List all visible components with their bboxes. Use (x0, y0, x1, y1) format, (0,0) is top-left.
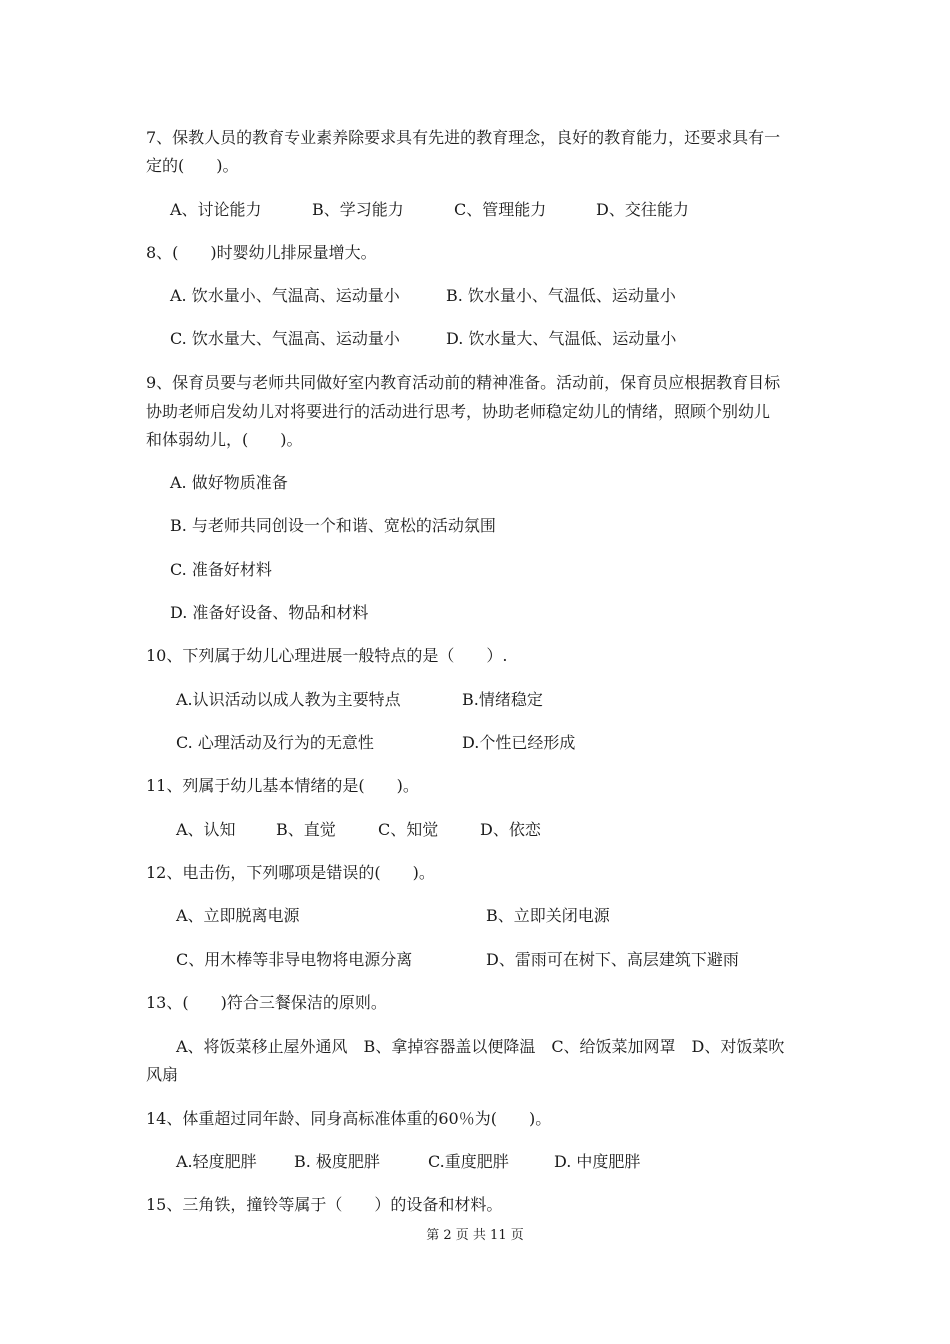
question-7-line-2: 定的( )。 (146, 156, 239, 175)
question-8-line-1: 8、( )时婴幼儿排尿量增大。 (146, 243, 377, 262)
question-13-options-line: A、将饭菜移止屋外通风 B、拿掉容器盖以便降温 C、给饭菜加网罩 D、对饭菜吹 (176, 1037, 785, 1056)
question-9-line-1: 9、保育员要与老师共同做好室内教育活动前的精神准备。活动前，保育员应根据教育目标 (146, 373, 781, 392)
question-15-line-1: 15、三角铁，撞铃等属于（ ）的设备和材料。 (146, 1195, 503, 1214)
question-12-line-1: 12、电击伤，下列哪项是错误的( )。 (146, 863, 435, 882)
question-8-option-d: D. 饮水量大、气温低、运动量小 (446, 329, 677, 348)
question-11-option-c: C、知觉 (378, 820, 439, 839)
question-7-option-d: D、交往能力 (596, 200, 689, 219)
question-10-option-a: A.认识活动以成人教为主要特点 (176, 690, 401, 709)
question-11-option-d: D、依恋 (480, 820, 541, 839)
question-7-option-c: C、管理能力 (454, 200, 547, 219)
question-12-option-d: D、雷雨可在树下、高层建筑下避雨 (486, 950, 739, 969)
question-8-option-b: B. 饮水量小、气温低、运动量小 (446, 286, 676, 305)
question-14-option-a: A.轻度肥胖 (176, 1152, 257, 1171)
question-12-option-a: A、立即脱离电源 (176, 906, 300, 925)
question-9-line-2: 协助老师启发幼儿对将要进行的活动进行思考，协助老师稳定幼儿的情绪，照顾个别幼儿 (146, 402, 771, 421)
question-7-option-a: A、讨论能力 (170, 200, 262, 219)
question-10-option-c: C. 心理活动及行为的无意性 (176, 733, 374, 752)
question-9-option-b: B. 与老师共同创设一个和谐、宽松的活动氛围 (170, 516, 496, 535)
question-11-line-1: 11、列属于幼儿基本情绪的是( )。 (146, 776, 419, 795)
question-12-option-b: B、立即关闭电源 (486, 906, 610, 925)
question-9-option-d: D. 准备好设备、物品和材料 (170, 603, 369, 622)
question-9-option-c: C. 准备好材料 (170, 560, 272, 579)
question-14-line-1: 14、体重超过同年龄、同身高标准体重的60％为( )。 (146, 1109, 552, 1128)
question-13-options-wrap: 风扇 (146, 1065, 179, 1084)
question-12-option-c: C、用木棒等非导电物将电源分离 (176, 950, 413, 969)
question-11-option-b: B、直觉 (276, 820, 336, 839)
question-8-option-a: A. 饮水量小、气温高、运动量小 (170, 286, 400, 305)
question-10-option-d: D.个性已经形成 (462, 733, 576, 752)
question-14-option-d: D. 中度肥胖 (554, 1152, 641, 1171)
question-8-option-c: C. 饮水量大、气温高、运动量小 (170, 329, 400, 348)
question-10-line-1: 10、下列属于幼儿心理进展一般特点的是（ ）. (146, 646, 508, 665)
question-9-option-a: A. 做好物质准备 (170, 473, 288, 492)
question-14-option-c: C.重度肥胖 (428, 1152, 509, 1171)
question-13-line-1: 13、( )符合三餐保洁的原则。 (146, 993, 387, 1012)
page-number-footer: 第 2 页 共 11 页 (426, 1228, 524, 1243)
question-14-option-b: B. 极度肥胖 (294, 1152, 380, 1171)
question-10-option-b: B.情绪稳定 (462, 690, 543, 709)
question-11-option-a: A、认知 (176, 820, 236, 839)
question-7-line-1: 7、保教人员的教育专业素养除要求具有先进的教育理念，良好的教育能力，还要求具有一 (146, 128, 781, 147)
question-7-option-b: B、学习能力 (312, 200, 404, 219)
question-9-line-3: 和体弱幼儿，( )。 (146, 430, 303, 449)
